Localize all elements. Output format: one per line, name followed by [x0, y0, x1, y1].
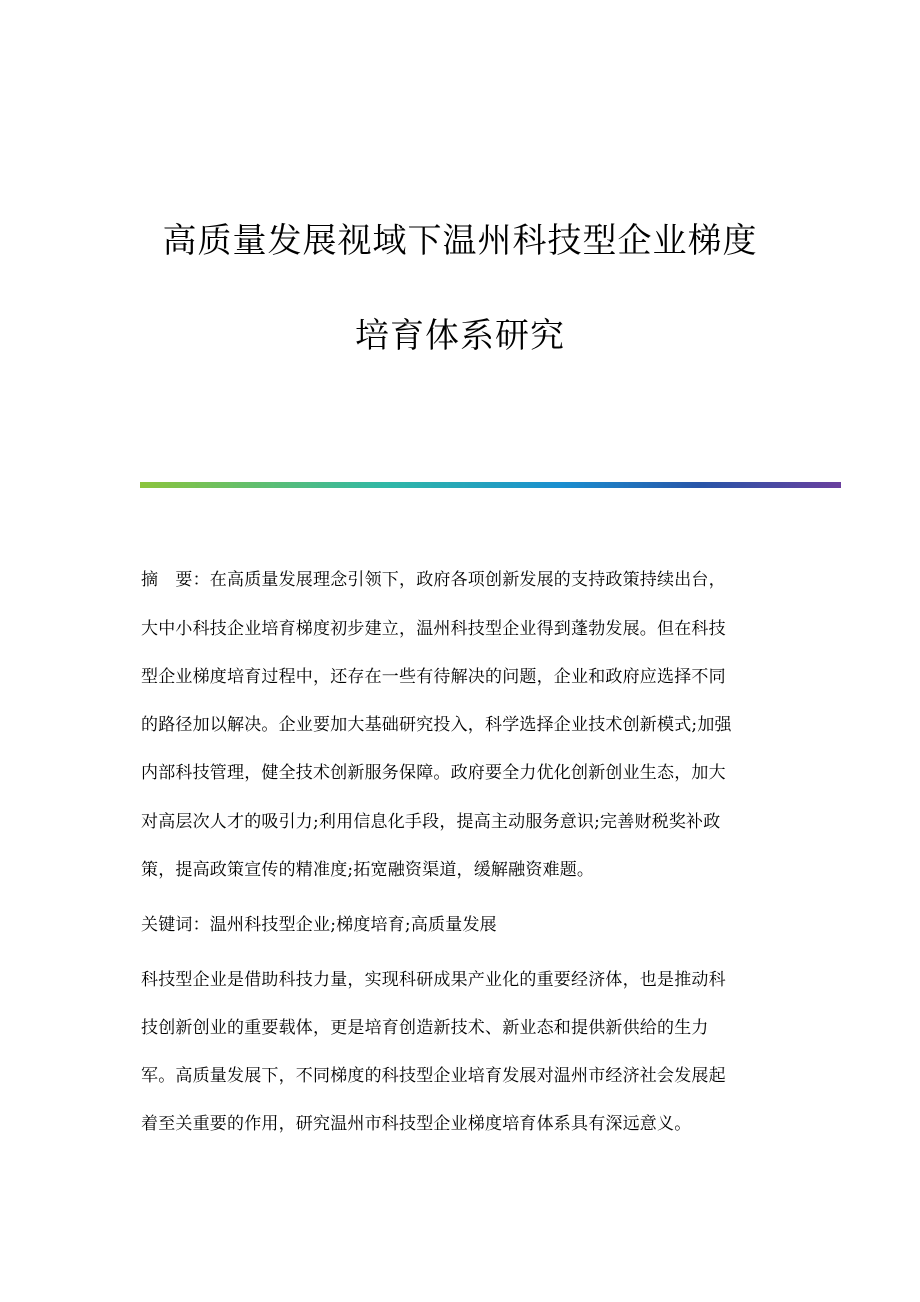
document-title-line-1: 高质量发展视域下温州科技型企业梯度 [162, 221, 758, 261]
abstract-line: 的路径加以解决。企业要加大基础研究投入，科学选择企业技术创新模式;加强 [141, 715, 732, 735]
abstract-line: 型企业梯度培育过程中，还存在一些有待解决的问题，企业和政府应选择不同 [141, 667, 726, 687]
intro-paragraph-line: 着至关重要的作用，研究温州市科技型企业梯度培育体系具有深远意义。 [141, 1114, 692, 1134]
intro-paragraph-line: 军。高质量发展下，不同梯度的科技型企业培育发展对温州市经济社会发展起 [141, 1066, 726, 1086]
abstract-line: 策，提高政策宣传的精准度;拓宽融资渠道，缓解融资难题。 [141, 860, 595, 880]
abstract-line: 大中小科技企业培育梯度初步建立，温州科技型企业得到蓬勃发展。但在科技 [141, 619, 726, 639]
intro-paragraph-line: 技创新创业的重要载体，更是培育创造新技术、新业态和提供新供给的生力 [141, 1018, 709, 1038]
document-title-line-2: 培育体系研究 [355, 316, 565, 356]
abstract-line: 对高层次人才的吸引力;利用信息化手段，提高主动服务意识;完善财税奖补政 [141, 812, 721, 832]
intro-paragraph-line: 科技型企业是借助科技力量，实现科研成果产业化的重要经济体，也是推动科 [141, 970, 726, 990]
abstract-line: 内部科技管理，健全技术创新服务保障。政府要全力优化创新创业生态，加大 [141, 763, 726, 783]
gradient-divider [140, 482, 841, 488]
keywords-line: 关键词：温州科技型企业;梯度培育;高质量发展 [141, 915, 497, 935]
abstract-line: 摘 要：在高质量发展理念引领下，政府各项创新发展的支持政策持续出台， [141, 570, 726, 590]
